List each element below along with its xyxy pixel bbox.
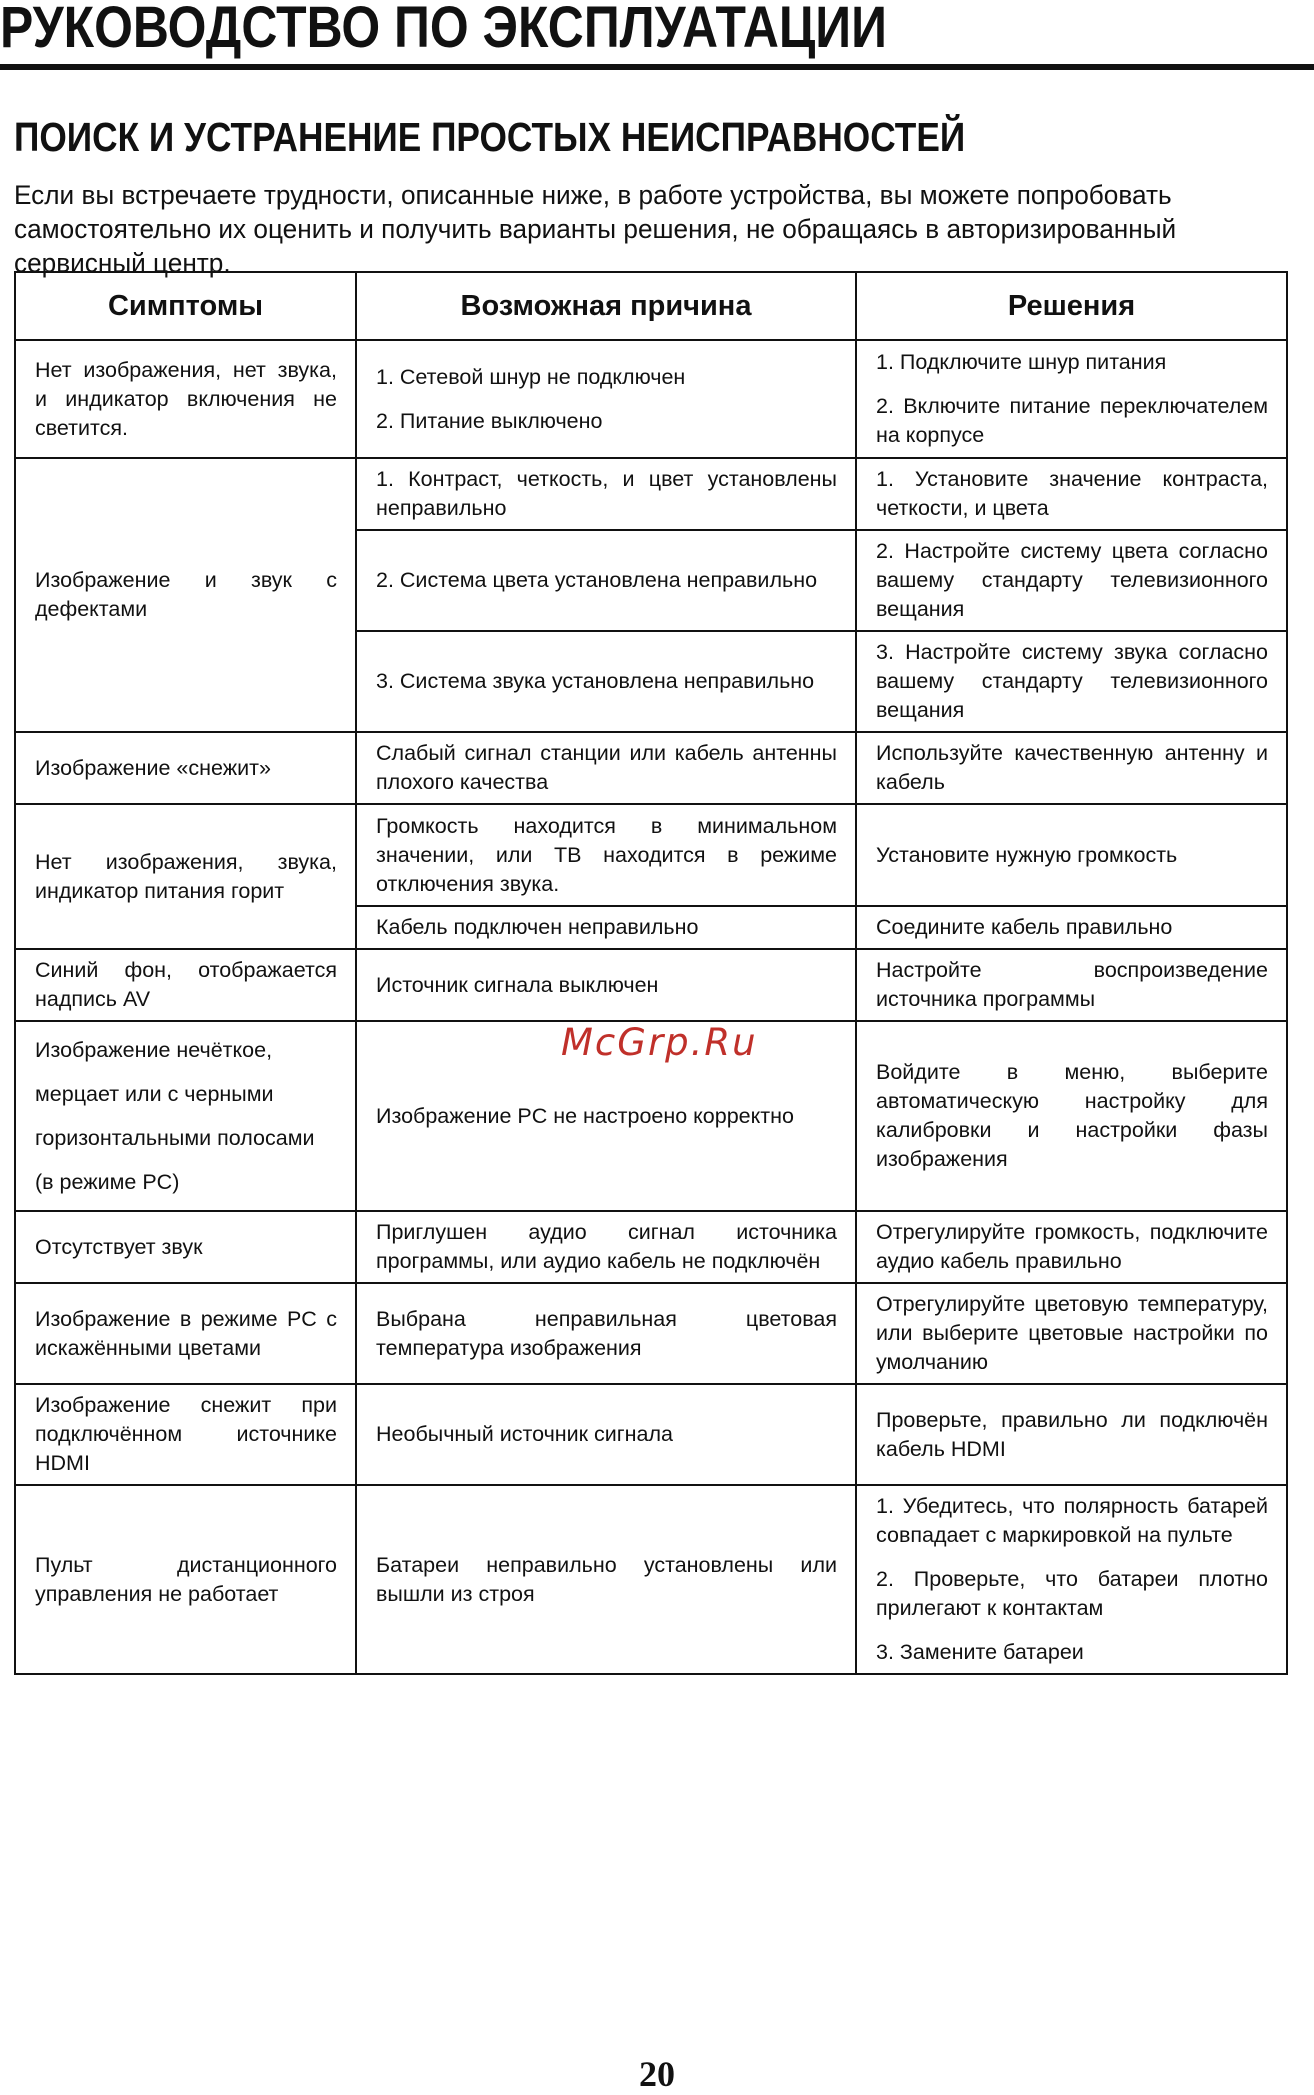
solution-cell: Отрегулируйте цветовую температуру, или выберите цветовые настройки по умолчанию [856, 1283, 1287, 1384]
intro-paragraph: Если вы встречаете трудности, описанные ниже, в работе устройства, вы можете попробовать самостоятельно их оценить и получить варианты решения, не обращаясь в авторизированный сервисный центр. [14, 180, 1177, 278]
solution-item: 2. Проверьте, что батареи плотно прилегают к контактам [876, 1567, 1268, 1620]
solution-item: 2. Включите питание переключателем на корпусе [876, 394, 1268, 447]
symptom-line: Изображение нечёткое, [35, 1038, 273, 1062]
symptom-cell: Изображение «снежит» [15, 732, 356, 804]
table-row [15, 458, 1287, 530]
cause-cell: Приглушен аудио сигнал источника программы, или аудио кабель не подключён [356, 1211, 856, 1283]
symptom-cell: Изображение и звук с дефектами [15, 458, 356, 732]
solution-item: 1. Подключите шнур питания [876, 350, 1167, 374]
table-row [15, 1283, 1287, 1384]
cause-cell: Кабель подключен неправильно [356, 906, 856, 949]
table-row [15, 1211, 1287, 1283]
cause-cell [356, 340, 856, 458]
cause-cell: 1. Контраст, четкость, и цвет установлены неправильно [356, 458, 856, 530]
manual-title: РУКОВОДСТВО ПО ЭКСПЛУАТАЦИИ [0, 0, 887, 60]
table-row [15, 949, 1287, 1021]
solution-cell [856, 1485, 1287, 1674]
solution-cell [856, 340, 1287, 458]
table-row [15, 732, 1287, 804]
solution-item: 3. Замените батареи [876, 1640, 1084, 1664]
solution-cell: Используйте качественную антенну и кабель [856, 732, 1287, 804]
symptom-cell [15, 1021, 356, 1211]
solution-cell: Соедините кабель правильно [856, 906, 1287, 949]
table-row [15, 804, 1287, 906]
symptom-cell: Пульт дистанционного управления не работает [15, 1485, 356, 1674]
cause-cell: 2. Система цвета установлена неправильно [356, 530, 856, 631]
solution-cell: 3. Настройте систему звука согласно вашему стандарту телевизионного вещания [856, 631, 1287, 732]
symptom-cell: Отсутствует звук [15, 1211, 356, 1283]
column-header-symptoms: Симптомы [15, 272, 356, 340]
column-header-solutions: Решения [856, 272, 1287, 340]
column-header-cause: Возможная причина [356, 272, 856, 340]
watermark: McGrp.Ru [561, 1021, 758, 1064]
solution-cell: Установите нужную громкость [856, 804, 1287, 906]
solution-cell: Проверьте, правильно ли подключён кабель HDMI [856, 1384, 1287, 1485]
troubleshooting-table-wrapper [14, 271, 1286, 1675]
symptom-cell: Синий фон, отображается надпись AV [15, 949, 356, 1021]
cause-cell: 3. Система звука установлена неправильно [356, 631, 856, 732]
symptom-line: мерцает или с черными [35, 1082, 274, 1106]
solution-cell: 2. Настройте систему цвета согласно вашему стандарту телевизионного вещания [856, 530, 1287, 631]
cause-cell: Слабый сигнал станции или кабель антенны плохого качества [356, 732, 856, 804]
symptom-cell: Нет изображения, нет звука, и индикатор включения не светится. [15, 340, 356, 458]
solution-cell: 1. Установите значение контраста, четкости, и цвета [856, 458, 1287, 530]
page-number: 20 [639, 2054, 675, 2094]
header-rule [0, 64, 1314, 70]
cause-item: 1. Сетевой шнур не подключен [376, 364, 686, 389]
table-row [15, 340, 1287, 458]
cause-item: 2. Питание выключено [376, 408, 603, 433]
symptom-line: (в режиме PC) [35, 1170, 180, 1194]
solution-cell: Настройте воспроизведение источника программы [856, 949, 1287, 1021]
cause-cell: Выбрана неправильная цветовая температура изображения [356, 1283, 856, 1384]
troubleshooting-table [14, 271, 1288, 1675]
table-row [15, 1485, 1287, 1674]
section-title: ПОИСК И УСТРАНЕНИЕ ПРОСТЫХ НЕИСПРАВНОСТЕЙ [14, 114, 966, 160]
table-header-row [15, 272, 1287, 340]
cause-cell: Громкость находится в минимальном значении, или ТВ находится в режиме отключения звука. [356, 804, 856, 906]
solution-cell: Отрегулируйте громкость, подключите аудио кабель правильно [856, 1211, 1287, 1283]
table-row [15, 1384, 1287, 1485]
symptom-cell: Изображение в режиме PC с искажёнными цветами [15, 1283, 356, 1384]
cause-cell: Источник сигнала выключен [356, 949, 856, 1021]
symptom-line: горизонтальными полосами [35, 1126, 315, 1150]
symptom-cell: Нет изображения, звука, индикатор питания горит [15, 804, 356, 949]
symptom-cell: Изображение снежит при подключённом источнике HDMI [15, 1384, 356, 1485]
cause-cell: Изображение PC не настроено корректно [356, 1021, 856, 1211]
cause-cell: Необычный источник сигнала [356, 1384, 856, 1485]
cause-cell: Батареи неправильно установлены или вышли из строя [356, 1485, 856, 1674]
solution-cell: Войдите в меню, выберите автоматическую настройку для калибровки и настройки фазы изображения [856, 1021, 1287, 1211]
solution-item: 1. Убедитесь, что полярность батарей совпадает с маркировкой на пульте [876, 1494, 1268, 1547]
